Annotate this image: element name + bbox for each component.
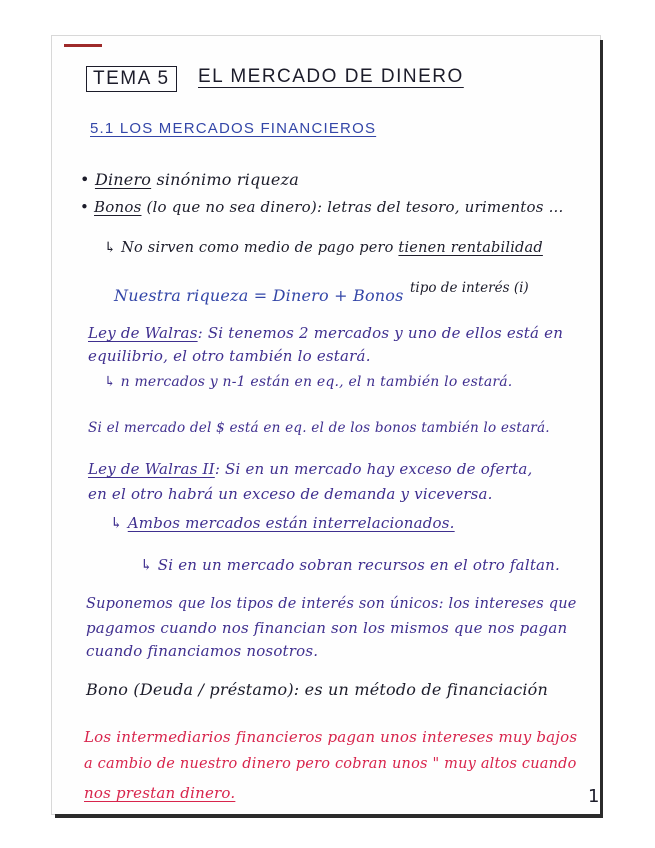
term-ley-walras: Ley de Walras [88,324,198,342]
note-walras2-3: ↳ Ambos mercados están interrelacionados. [110,514,455,532]
note-suponemos-2: pagamos cuando nos financian son los mismos que nos pagan [86,619,568,637]
dinero-definition: sinónimo riqueza [156,170,299,189]
page-number: 1 [588,786,600,807]
note-bonos-sub: ↳ No sirven como medio de pago pero tienen rentabilidad [104,240,543,256]
term-bonos: Bonos [94,198,142,216]
page-title: EL MERCADO DE DINERO [198,66,464,87]
note-walras-3: ↳ n mercados y n-1 están en eq., el n también lo estará. [104,374,513,390]
note-red-2: a cambio de nuestro dinero pero cobran unos " muy altos cuando [84,756,577,772]
note-dinero: • Dinero sinónimo riqueza [80,170,299,189]
note-red-1: Los intermediarios financieros pagan unos intereses muy bajos [84,728,578,746]
note-bono-definition: Bono (Deuda / préstamo): es un método de financiación [86,680,549,699]
rentabilidad-text: tienen rentabilidad [398,240,543,256]
note-walras2-2: en el otro habrá un exceso de demanda y viceversa. [88,485,493,503]
note-walras2-1: Ley de Walras II: Si en un mercado hay exceso de oferta, [88,460,533,478]
arrow-icon: ↳ [104,240,122,256]
page-corner-mark [64,44,102,47]
note-suponemos-3: cuando financiamos nosotros. [86,642,319,660]
term-ley-walras-ii: Ley de Walras II [88,460,215,478]
note-red-3: nos prestan dinero. [84,784,236,802]
note-suponemos-1: Suponemos que los tipos de interés son únicos: los intereses que [86,596,577,612]
note-walras-2: equilibrio, el otro también lo estará. [88,347,371,365]
arrow-icon: ↳ [104,374,121,390]
tipo-interes-note: tipo de interés (i) [410,280,529,296]
term-dinero: Dinero [94,170,152,189]
arrow-icon: ↳ [110,514,128,532]
bonos-definition: (lo que no sea dinero): letras del tesoro, urimentos ... [146,198,564,216]
note-walras2-4: ↳ Si en un mercado sobran recursos en el otro faltan. [140,556,561,574]
note-riqueza: Nuestra riqueza = Dinero + Bonos [114,286,404,305]
note-bonos: • Bonos (lo que no sea dinero): letras del tesoro, urimentos ... [80,198,564,216]
arrow-icon: ↳ [140,556,158,574]
section-heading: 5.1 LOS MERCADOS FINANCIEROS [90,120,377,137]
tema-label: TEMA 5 [86,66,177,92]
note-walras-4: Si el mercado del $ está en eq. el de los bonos también lo estará. [88,420,550,436]
note-walras-1: Ley de Walras: Si tenemos 2 mercados y uno de ellos está en [88,324,564,342]
